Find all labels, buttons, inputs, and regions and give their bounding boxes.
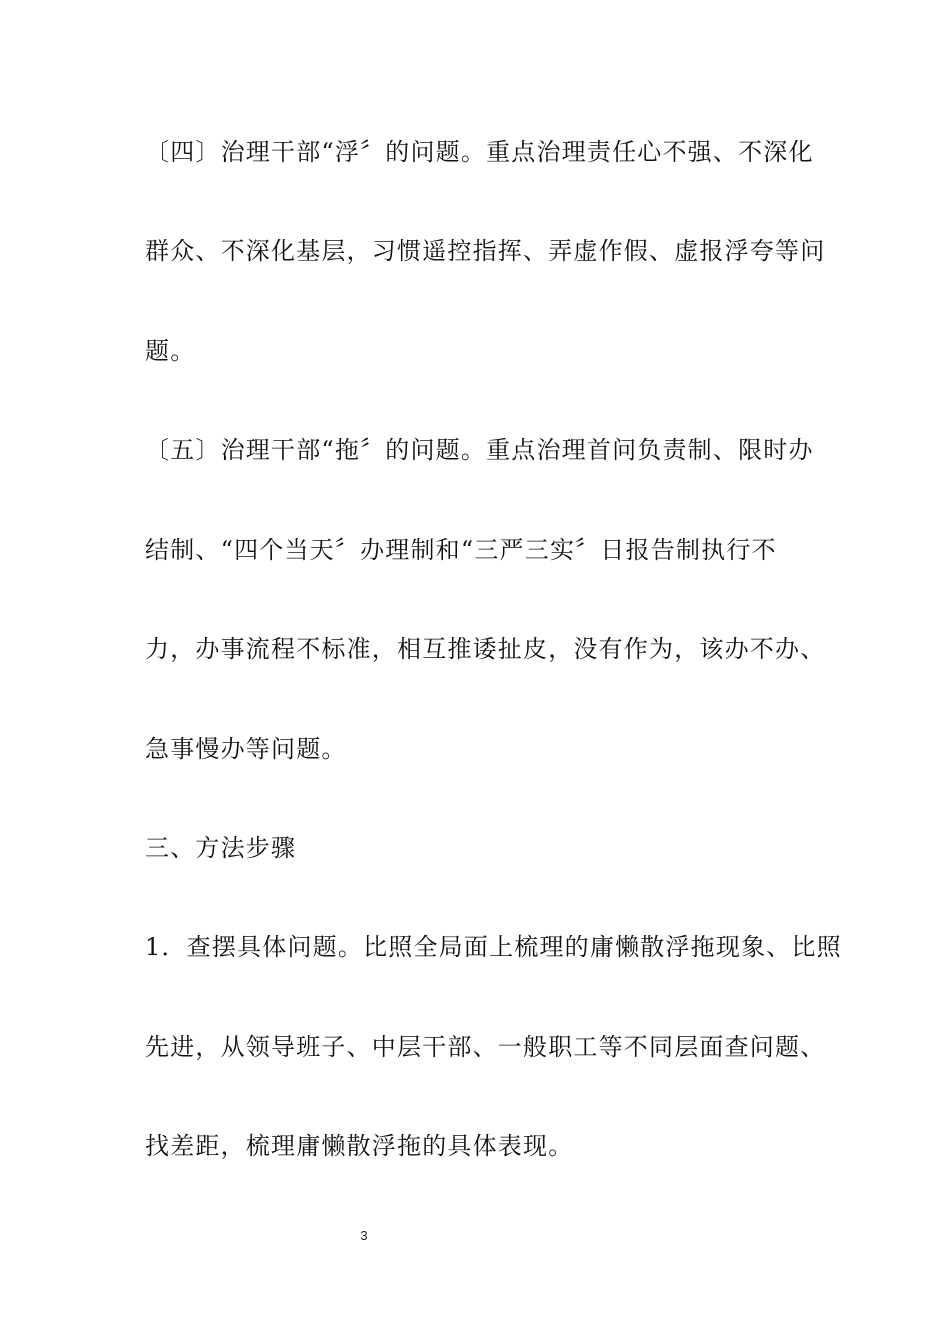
page-number: 3: [360, 1228, 368, 1243]
text-line: 结制、“四个当天〞办理制和“三严三实〞日报告制执行不: [145, 536, 777, 564]
text-line: 〔五〕治理干部“拖〞的问题。重点治理首问负责制、限时办: [145, 436, 814, 464]
text-line: 〔四〕治理干部“浮〞的问题。重点治理责任心不强、不深化: [145, 138, 814, 166]
text-line: 题。: [145, 337, 196, 365]
text-line: 群众、不深化基层，习惯遥控指挥、弄虚作假、虚报浮夸等问: [145, 237, 826, 265]
text-line: 力，办事流程不标准，相互推诿扯皮，没有作为，该办不办、: [145, 635, 826, 663]
section-heading: 三、方法步骤: [145, 834, 297, 862]
text-line: 急事慢办等问题。: [145, 735, 347, 763]
text-line: 1．查摆具体问题。比照全局面上梳理的庸懒散浮拖现象、比照: [145, 933, 842, 961]
text-line: 先进，从领导班子、中层干部、一般职工等不同层面查问题、: [145, 1033, 826, 1061]
text-line: 找差距，梳理庸懒散浮拖的具体表现。: [145, 1132, 574, 1160]
